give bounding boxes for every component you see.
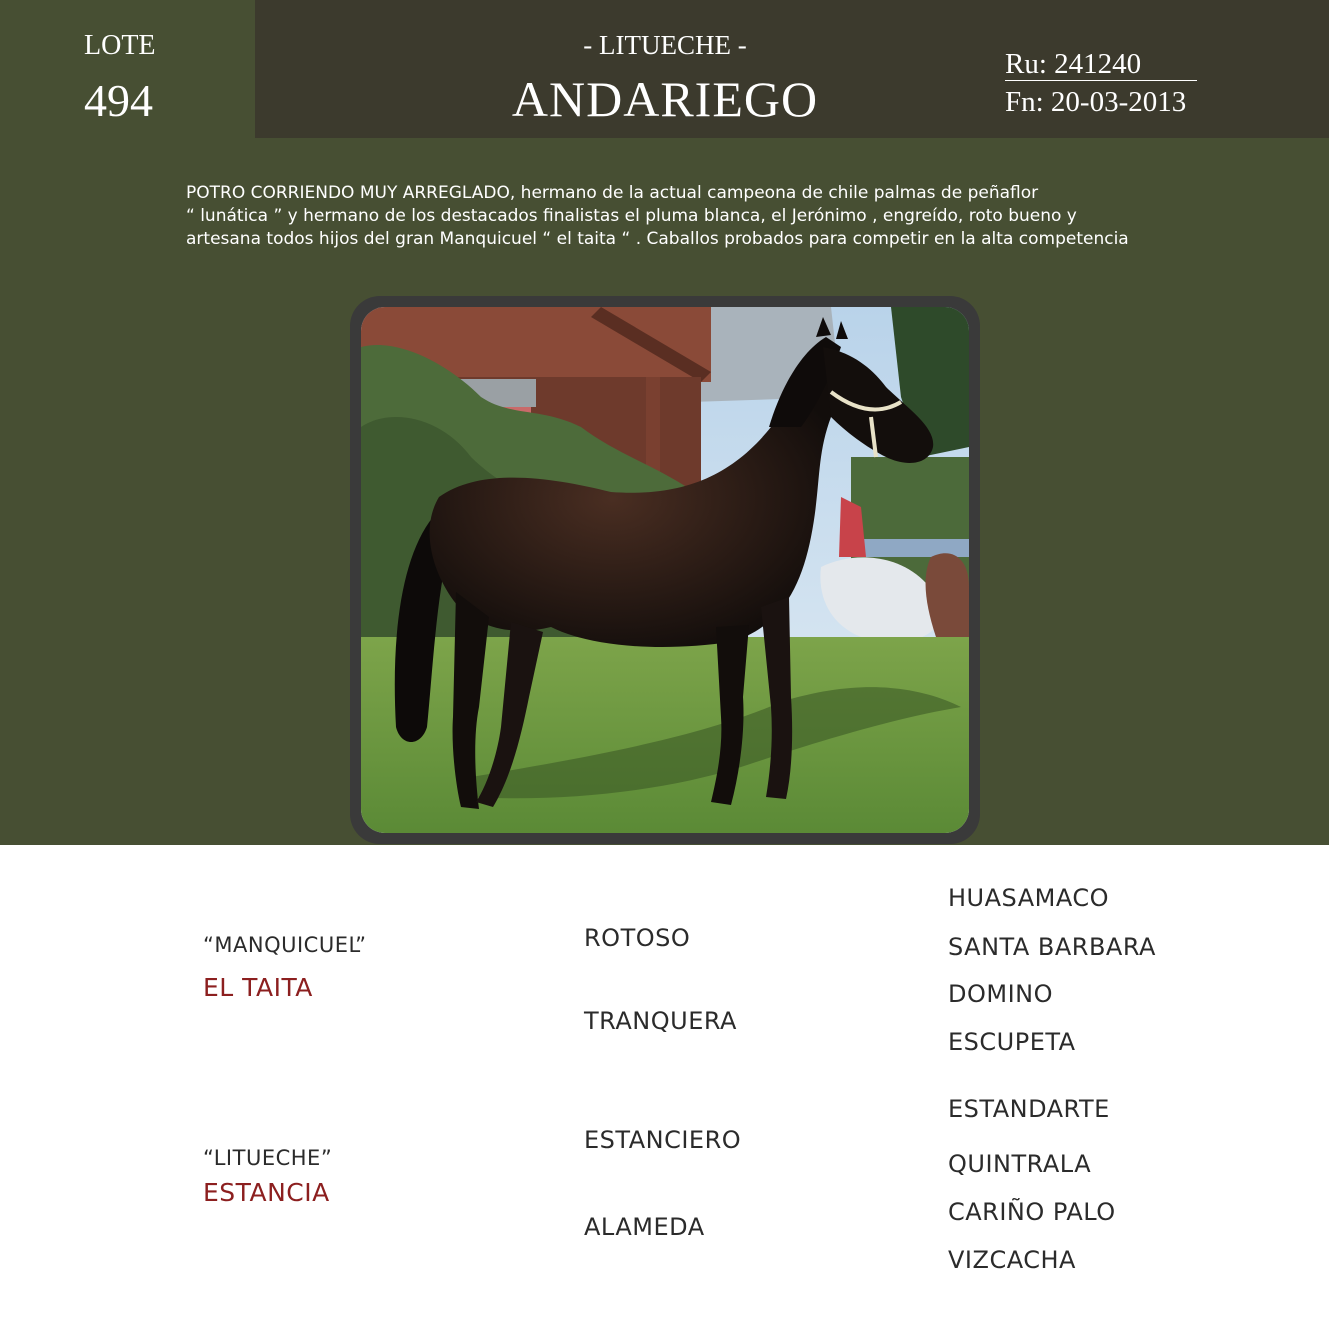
description-line: POTRO CORRIENDO MUY ARREGLADO, hermano de la actual campeona de chile palmas de peñaflor [186, 183, 1039, 203]
breeder-name: - LITUECHE - [583, 30, 747, 60]
dam-alias: “LITUECHE” [203, 1146, 333, 1170]
birth-date: Fn: 20-03-2013 [1005, 86, 1187, 118]
description-line: artesana todos hijos del gran Manquicuel “ el taita “ . Caballos probados para competir en la alta competencia [186, 229, 1129, 249]
horse-photo [361, 307, 969, 833]
great-grandparent-name: CARIÑO PALO [948, 1198, 1116, 1226]
description-line: “ lunática ” y hermano de los destacados finalistas el pluma blanca, el Jerónimo , engreído, roto bueno y [186, 206, 1077, 226]
grandparent-name: ESTANCIERO [584, 1126, 742, 1154]
great-grandparent-name: DOMINO [948, 980, 1053, 1008]
grandparent-name: ALAMEDA [584, 1213, 705, 1241]
registration-number: Ru: 241240 [1005, 48, 1197, 81]
sire-name: EL TAITA [203, 973, 313, 1002]
grandparent-name: TRANQUERA [584, 1007, 737, 1035]
horse-name: ANDARIEGO [511, 71, 819, 127]
great-grandparent-name: ESTANDARTE [948, 1095, 1110, 1123]
great-grandparent-name: ESCUPETA [948, 1028, 1076, 1056]
sire-alias: “MANQUICUEL” [203, 933, 367, 957]
great-grandparent-name: VIZCACHA [948, 1246, 1076, 1274]
great-grandparent-name: QUINTRALA [948, 1150, 1092, 1178]
photo-frame [350, 296, 980, 844]
lote-number: 494 [84, 75, 153, 126]
great-grandparent-name: HUASAMACO [948, 884, 1109, 912]
great-grandparent-name: SANTA BARBARA [948, 933, 1156, 961]
lote-label: LOTE [84, 30, 156, 61]
grandparent-name: ROTOSO [584, 924, 691, 952]
dam-name: ESTANCIA [203, 1178, 330, 1207]
description [186, 182, 1216, 251]
